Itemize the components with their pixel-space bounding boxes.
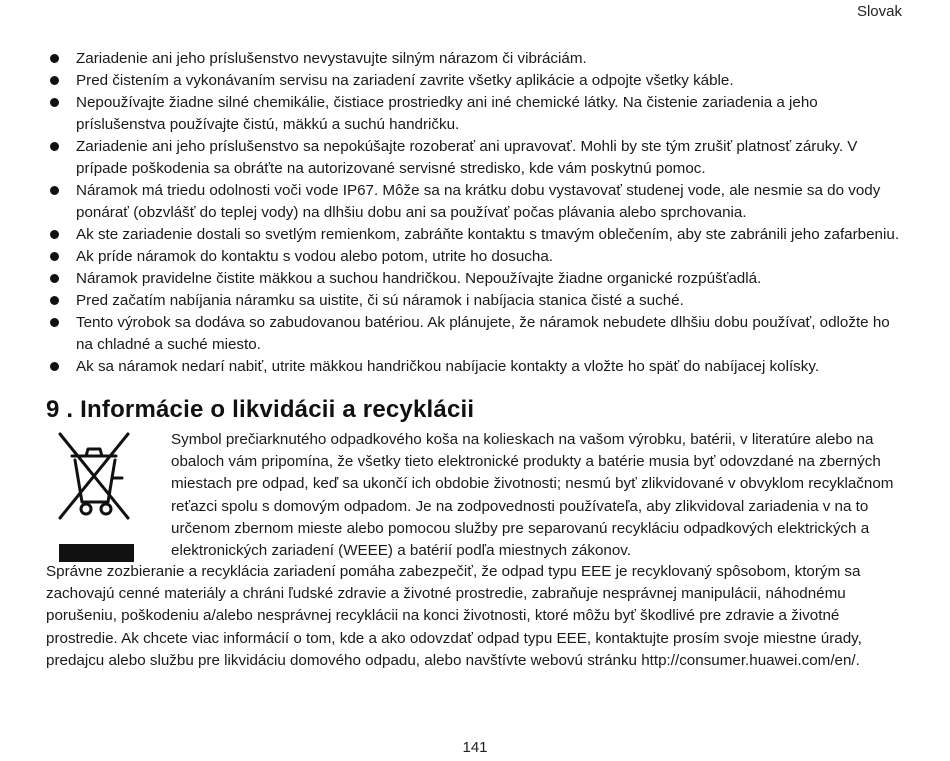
- list-item: Ak sa náramok nedarí nabiť, utrite mäkkou handričkou nabíjacie kontakty a vložte ho späť do nabíjacej kolísky.: [46, 356, 906, 378]
- list-item: Ak ste zariadenie dostali so svetlým remienkom, zabráňte kontaktu s tmavým oblečením, aby ste zabránili jeho zafarbeniu.: [46, 224, 906, 246]
- list-item: Pred začatím nabíjania náramku sa uistite, či sú náramok i nabíjacia stanica čisté a suché.: [46, 290, 906, 312]
- list-item: Pred čistením a vykonávaním servisu na zariadení zavrite všetky aplikácie a odpojte všetky káble.: [46, 70, 906, 92]
- section-title: 9 . Informácie o likvidácii a recyklácii: [46, 396, 475, 423]
- list-item: Zariadenie ani jeho príslušenstvo nevystavujte silným nárazom či vibráciám.: [46, 48, 906, 70]
- list-item: Tento výrobok sa dodáva so zabudovanou batériou. Ak plánujete, že náramok nebudete dlhšiu dobu používať, odložte ho na chladné a suché miesto.: [46, 312, 906, 356]
- recycling-paragraph: Správne zozbieranie a recyklácia zariadení pomáha zabezpečiť, že odpad typu EEE je recyklovaný spôsobom, ktorým sa zachovajú cenné materiály a chráni ľudské zdravie a životné prostredie, zabraňuje nesprávnej manipulácii, náhodnému porušeniu, poškodeniu a/alebo nesprávnej recyklácii na konci životnosti, ktoré môžu byť škodlivé pre zdravie a životné prostredie. Ak chcete viac informácií o tom, kde a ako odovzdať odpad typu EEE, kontaktujte prosím svoje miestne úrady, predajcu alebo službu pre likvidáciu domového odpadu, alebo navštívte webovú stránku http://consumer.huawei.com/en/.: [46, 563, 862, 669]
- weee-paragraph: Symbol prečiarknutého odpadkového koša na kolieskach na vašom výrobku, batérii, v literatúre alebo na obaloch vám pripomína, že všetky tieto elektronické produkty a batérie musia byť odovzdané na zberných miestach pre odpad, keď sa ukončí ich obdobie životnosti; nesmú byť zlikvidované v obvyklom recyklačnom reťazci spolu s domovým odpadom. Je na zodpovednosti používateľa, aby zlikvidoval zariadenia v na to určenom zbernom mieste alebo pomocou služby pre separovanú recykláciu odpadkových elektrických a elektronických zariadení (WEEE) a batérií podľa miestnych zákonov.: [171, 431, 894, 560]
- language-label: Slovak: [856, 3, 902, 20]
- list-item: Náramok má triedu odolnosti voči vode IP67. Môže sa na krátku dobu vystavovať studenej vode, ale nesmie sa do vody ponárať (obzvlášť do teplej vody) na dlhšiu dobu ani sa používať počas plávania alebo sprchovania.: [46, 180, 906, 224]
- list-item: Ak príde náramok do kontaktu s vodou alebo potom, utrite ho dosucha.: [46, 246, 906, 268]
- safety-list: [46, 48, 906, 378]
- list-item: Nepoužívajte žiadne silné chemikálie, čistiace prostriedky ani iné chemické látky. Na čistenie zariadenia a jeho príslušenstva používajte čistú, mäkkú a suchú handričku.: [46, 92, 906, 136]
- page-number: 141: [462, 739, 488, 756]
- list-item: Zariadenie ani jeho príslušenstvo sa nepokúšajte rozoberať ani upravovať. Mohli by ste tým zrušiť platnosť záruky. V prípade poškodenia sa obráťte na autorizované servisné stredisko, kde vám poskytnú pomoc.: [46, 136, 906, 180]
- list-item: Náramok pravidelne čistite mäkkou a suchou handričkou. Nepoužívajte žiadne organické rozpúšťadlá.: [46, 268, 906, 290]
- crossed-out-wheelie-bin-icon: [56, 430, 136, 564]
